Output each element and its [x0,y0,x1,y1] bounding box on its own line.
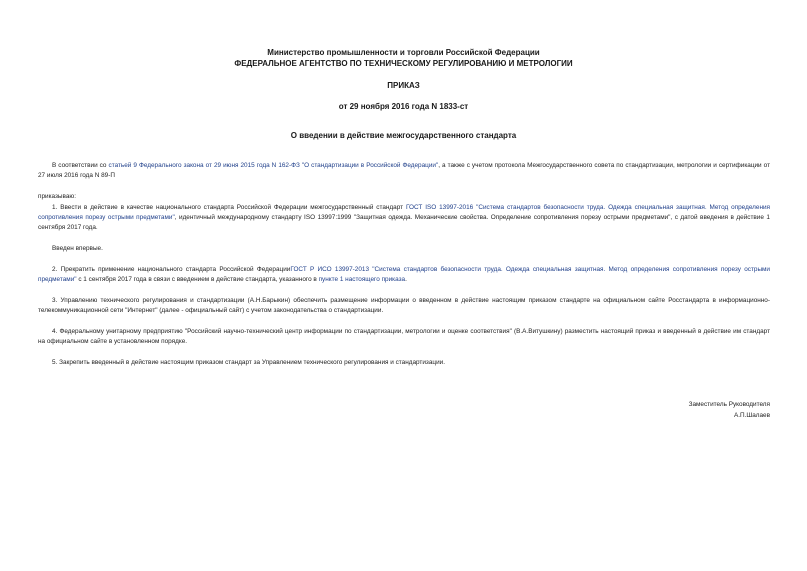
item-3-paragraph: 3. Управлению технического регулирования и стандартизации (А.Н.Барыкин) обеспечить размещение информации о введенном в действие настоящим приказом стандарте на официальном сайте Росстандарта в информационно-телекоммуникационной сети "Интернет" (далее - официальный сайт) с учетом законодательства о стандартизации. [38,297,770,314]
item-2-text-1: 2. Прекратить применение национального стандарта Российской Федерации [52,266,291,273]
preamble-text-2: , а также с учетом протокола Межгосударственного совета по стандартизации, метрологии и сертификации от 27 июля 2016 года N 89-П [38,162,771,179]
item-1-text-1: 1. Ввести в действие в качестве национального стандарта Российской Федерации межгосударственный стандарт [52,204,406,211]
preamble-text-1: В соответствии со [52,162,109,169]
item-5-paragraph: 5. Закрепить введенный в действие настоящим приказом стандарт за Управлением технического регулирования и стандартизации. [52,359,445,366]
item-2-text-3: . [405,276,407,283]
order-word: приказываю: [38,193,76,200]
item-4-paragraph: 4. Федеральному унитарному предприятию "Российский научно-технический центр информации по стандартизации, метрологии и оценке соответствия" (В.А.Витушкину) разместить настоящий приказ и введенный в действие им стандарт на официальном сайте в установленном порядке. [38,328,770,345]
federal-law-link[interactable]: статьей 9 Федерального закона от 29 июня 2015 года N 162-ФЗ "О стандартизации в Российской Федерации" [108,162,439,169]
first-time-note: Введен впервые. [52,245,103,252]
item-2-paragraph [38,265,770,285]
ministry-heading: Министерство промышленности и торговли Российской Федерации [267,48,540,57]
item-1-paragraph [38,203,770,233]
gost-r-iso-link[interactable]: ГОСТ Р ИСО 13997-2013 "Система стандартов безопасности труда. Одежда специальная защитная. Метод определения сопротивления порезу острыми предметами" [38,266,770,283]
item-2-text-2: с 1 сентября 2017 года в связи с введением в действие стандарта, указанного в [76,276,319,283]
clause-1-link[interactable]: пункте 1 настоящего приказа [318,276,406,283]
agency-heading: ФЕДЕРАЛЬНОЕ АГЕНТСТВО ПО ТЕХНИЧЕСКОМУ РЕГУЛИРОВАНИЮ И МЕТРОЛОГИИ [234,59,573,68]
signatory-title: Заместитель Руководителя [688,401,770,408]
gost-iso-link[interactable]: ГОСТ ISO 13997-2016 "Система стандартов безопасности труда. Одежда специальная защитная. Метод определения сопротивления порезу острыми предметами" [38,204,770,221]
signatory-name: А.П.Шалаев [733,412,770,419]
preamble-paragraph [38,161,770,181]
document-date: от 29 ноября 2016 года N 1833-ст [338,102,469,111]
item-1-text-2: , идентичный международному стандарту ISO 13997:1999 "Защитная одежда. Механические свойства. Определение сопротивления порезу острыми предметами", с датой введения в действие 1 сентября 2017 года. [38,214,770,231]
document-subject: О введении в действие межгосударственного стандарта [290,131,517,140]
document-type: ПРИКАЗ [387,81,420,90]
